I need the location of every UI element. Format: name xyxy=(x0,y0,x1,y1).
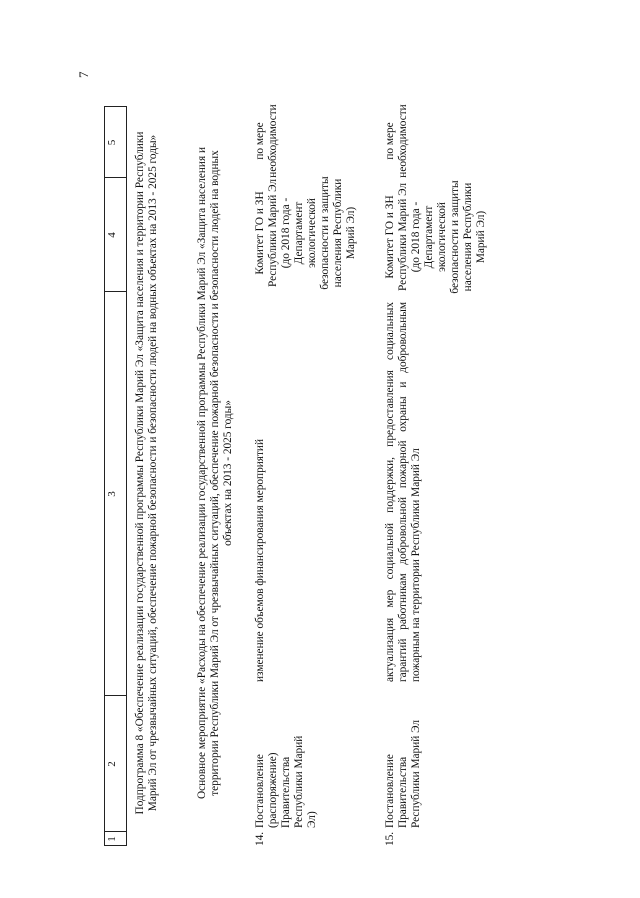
header-bottom-border xyxy=(126,106,127,846)
row-14-content: изменение объемов финансирования мероприятий xyxy=(254,439,266,682)
col-header-3: 3 xyxy=(106,491,118,497)
row-14-executor: Комитет ГО и ЗН Республики Марий Эл (до 2018 года - Департамент экологической безопасности и защиты населения Республики Марий Эл) xyxy=(254,176,357,290)
rotated-table xyxy=(104,106,564,846)
subprogram-title: Подпрограмма 8 «Обеспечение реализации государственной программы Республики Марий Эл «Защита населения и территории Республики Марий Эл от чрезвычайных ситуаций, обеспечение пожарной безопасности и безопасности людей на водных объектах на 2013 - 2025 годы» xyxy=(134,131,159,815)
col-header-1: 1 xyxy=(106,836,118,842)
row-15-doc: Постановление Правительства Республики Марий Эл xyxy=(384,719,422,828)
row-15-content: актуализация мер социальной поддержки, предоставления социальных гарантий работникам добровольной пожарной охраны и добровольным пожарным на территории Республики Марий Эл xyxy=(384,302,422,682)
row-14-doc: Постановление (распоряжение) Правительства Республики Марий Эл) xyxy=(254,735,318,828)
header-top-border xyxy=(104,106,105,846)
page-number: 7 xyxy=(76,71,91,78)
row-15-executor: Комитет ГО и ЗН Республики Марий Эл (до 2018 года - Департамент экологической безопасности и защиты населения Республики Марий Эл) xyxy=(384,180,487,294)
main-event-title: Основное мероприятие «Расходы на обеспечение реализации государственной программы Республики Марий Эл «Защита населения и территории Республики Марий Эл от чрезвычайных ситуаций, обеспечение пожарной безопасности и безопасности людей на водных объектах на 2013 - 2025 годы» xyxy=(196,146,234,800)
col-header-2: 2 xyxy=(106,761,118,767)
row-14-term: по мере необходимости xyxy=(254,104,279,178)
row-15-num: 15. xyxy=(384,831,396,846)
row-15-term: по мере необходимости xyxy=(384,104,409,178)
row-14-num: 14. xyxy=(254,831,266,846)
col-header-4: 4 xyxy=(106,232,118,238)
col-header-5: 5 xyxy=(106,139,118,146)
